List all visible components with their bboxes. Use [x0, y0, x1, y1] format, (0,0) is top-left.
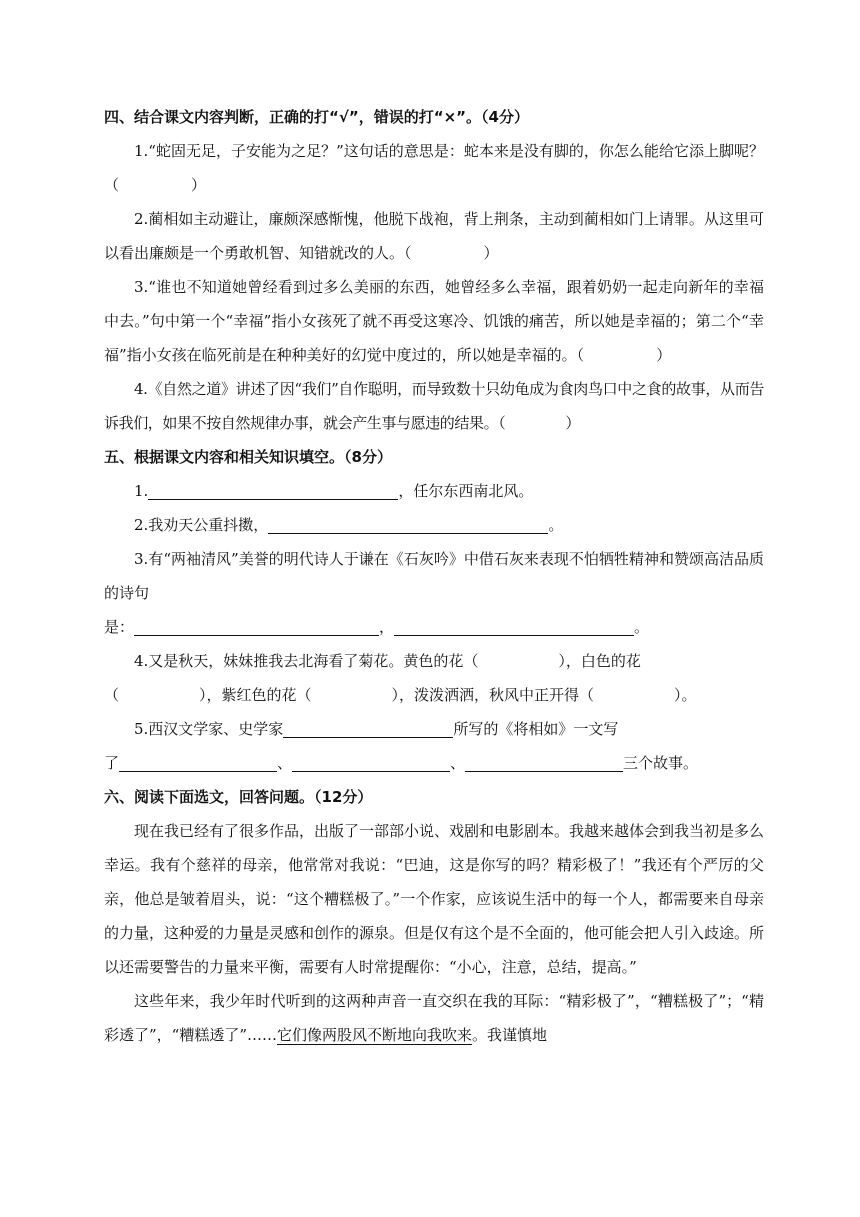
section5-q3-answer: 是： ， 。	[104, 610, 764, 644]
section6-heading: 六、阅读下面选文，回答问题。（12分）	[104, 788, 373, 806]
fill-blank[interactable]	[119, 751, 277, 772]
section5-q1: 1. ，任尔东西南北风。	[104, 474, 764, 508]
fill-blank[interactable]	[394, 615, 634, 636]
fill-blank[interactable]	[134, 615, 379, 636]
fill-blank[interactable]	[283, 717, 453, 738]
section5-q4-cont: （ ），紫红色的花（ ），泼泼洒洒，秋风中正开得（ ）。	[104, 686, 697, 704]
section4-q2: 2.蔺相如主动避让，廉颇深感惭愧，他脱下战袍，背上荆条，主动到蔺相如门上请罪。从这里可以看出廉颇是一个勇敢机智、知错就改的人。（ ）	[104, 210, 764, 262]
section5-heading: 五、根据课文内容和相关知识填空。（8分）	[104, 448, 392, 466]
section4-heading: 四、结合课文内容判断，正确的打“√”，错误的打“×”。（4分）	[104, 108, 529, 126]
exam-content	[104, 100, 764, 1052]
reading-paragraph-1: 现在我已经有了很多作品，出版了一部部小说、戏剧和电影剧本。我越来越体会到我当初是多么幸运。我有个慈祥的母亲，他常常对我说：“巴迪，这是你写的吗？精彩极了！”我还有个严厉的父亲，他总是皱着眉头，说：“这个糟糕极了。”一个作家，应该说生活中的每一个人，都需要来自母亲的力量，这种爱的力量是灵感和创作的源泉。但是仅有这个是不全面的，他可能会把人引入歧途。所以还需要警告的力量来平衡，需要有人时常提醒你：“小心，注意，总结，提高。”	[104, 822, 765, 976]
section5-q5-cont: 了 、 、 三个故事。	[104, 746, 764, 780]
fill-blank[interactable]	[268, 513, 548, 534]
section5-q3: 3.有“两袖清风”美誉的明代诗人于谦在《石灰吟》中借石灰来表现不怕牺牲精神和赞颂高洁品质的诗句	[104, 550, 764, 602]
section4-q3: 3.“谁也不知道她曾经看到过多么美丽的东西，她曾经多么幸福，跟着奶奶一起走向新年的幸福中去。”句中第一个“幸福”指小女孩死了就不再受这寒冷、饥饿的痛苦，所以她是幸福的；第二个“幸福”指小女孩在临死前是在种种美好的幻觉中度过的，所以她是幸福的。（ ）	[104, 278, 764, 364]
fill-blank[interactable]	[465, 751, 623, 772]
section5-q2: 2.我劝天公重抖擞， 。	[104, 508, 764, 542]
section4-q1: 1.“蛇固无足，子安能为之足？”这句话的意思是：蛇本来是没有脚的，你怎么能给它添上脚呢？（ ）	[104, 142, 764, 194]
section4-q4: 4.《自然之道》讲述了因“我们”自作聪明，而导致数十只幼龟成为食肉鸟口中之食的故事，从而告诉我们，如果不按自然规律办事，就会产生事与愿违的结果。（ ）	[104, 380, 764, 432]
section5-q4: 4.又是秋天，妹妹推我去北海看了菊花。黄色的花（ ），白色的花	[134, 652, 641, 670]
fill-blank[interactable]	[292, 751, 450, 772]
reading-paragraph-2: 这些年来，我少年时代听到的这两种声音一直交织在我的耳际：“精彩极了”，“糟糕极了”；“精彩透了”，“糟糕透了”……它们像两股风不断地向我吹来。我谨慎地	[104, 992, 764, 1044]
underlined-sentence: 它们像两股风不断地向我吹来	[277, 1026, 473, 1044]
fill-blank[interactable]	[148, 479, 398, 500]
section5-q5: 5.西汉文学家、史学家 所写的《将相如》一文写	[104, 712, 764, 746]
